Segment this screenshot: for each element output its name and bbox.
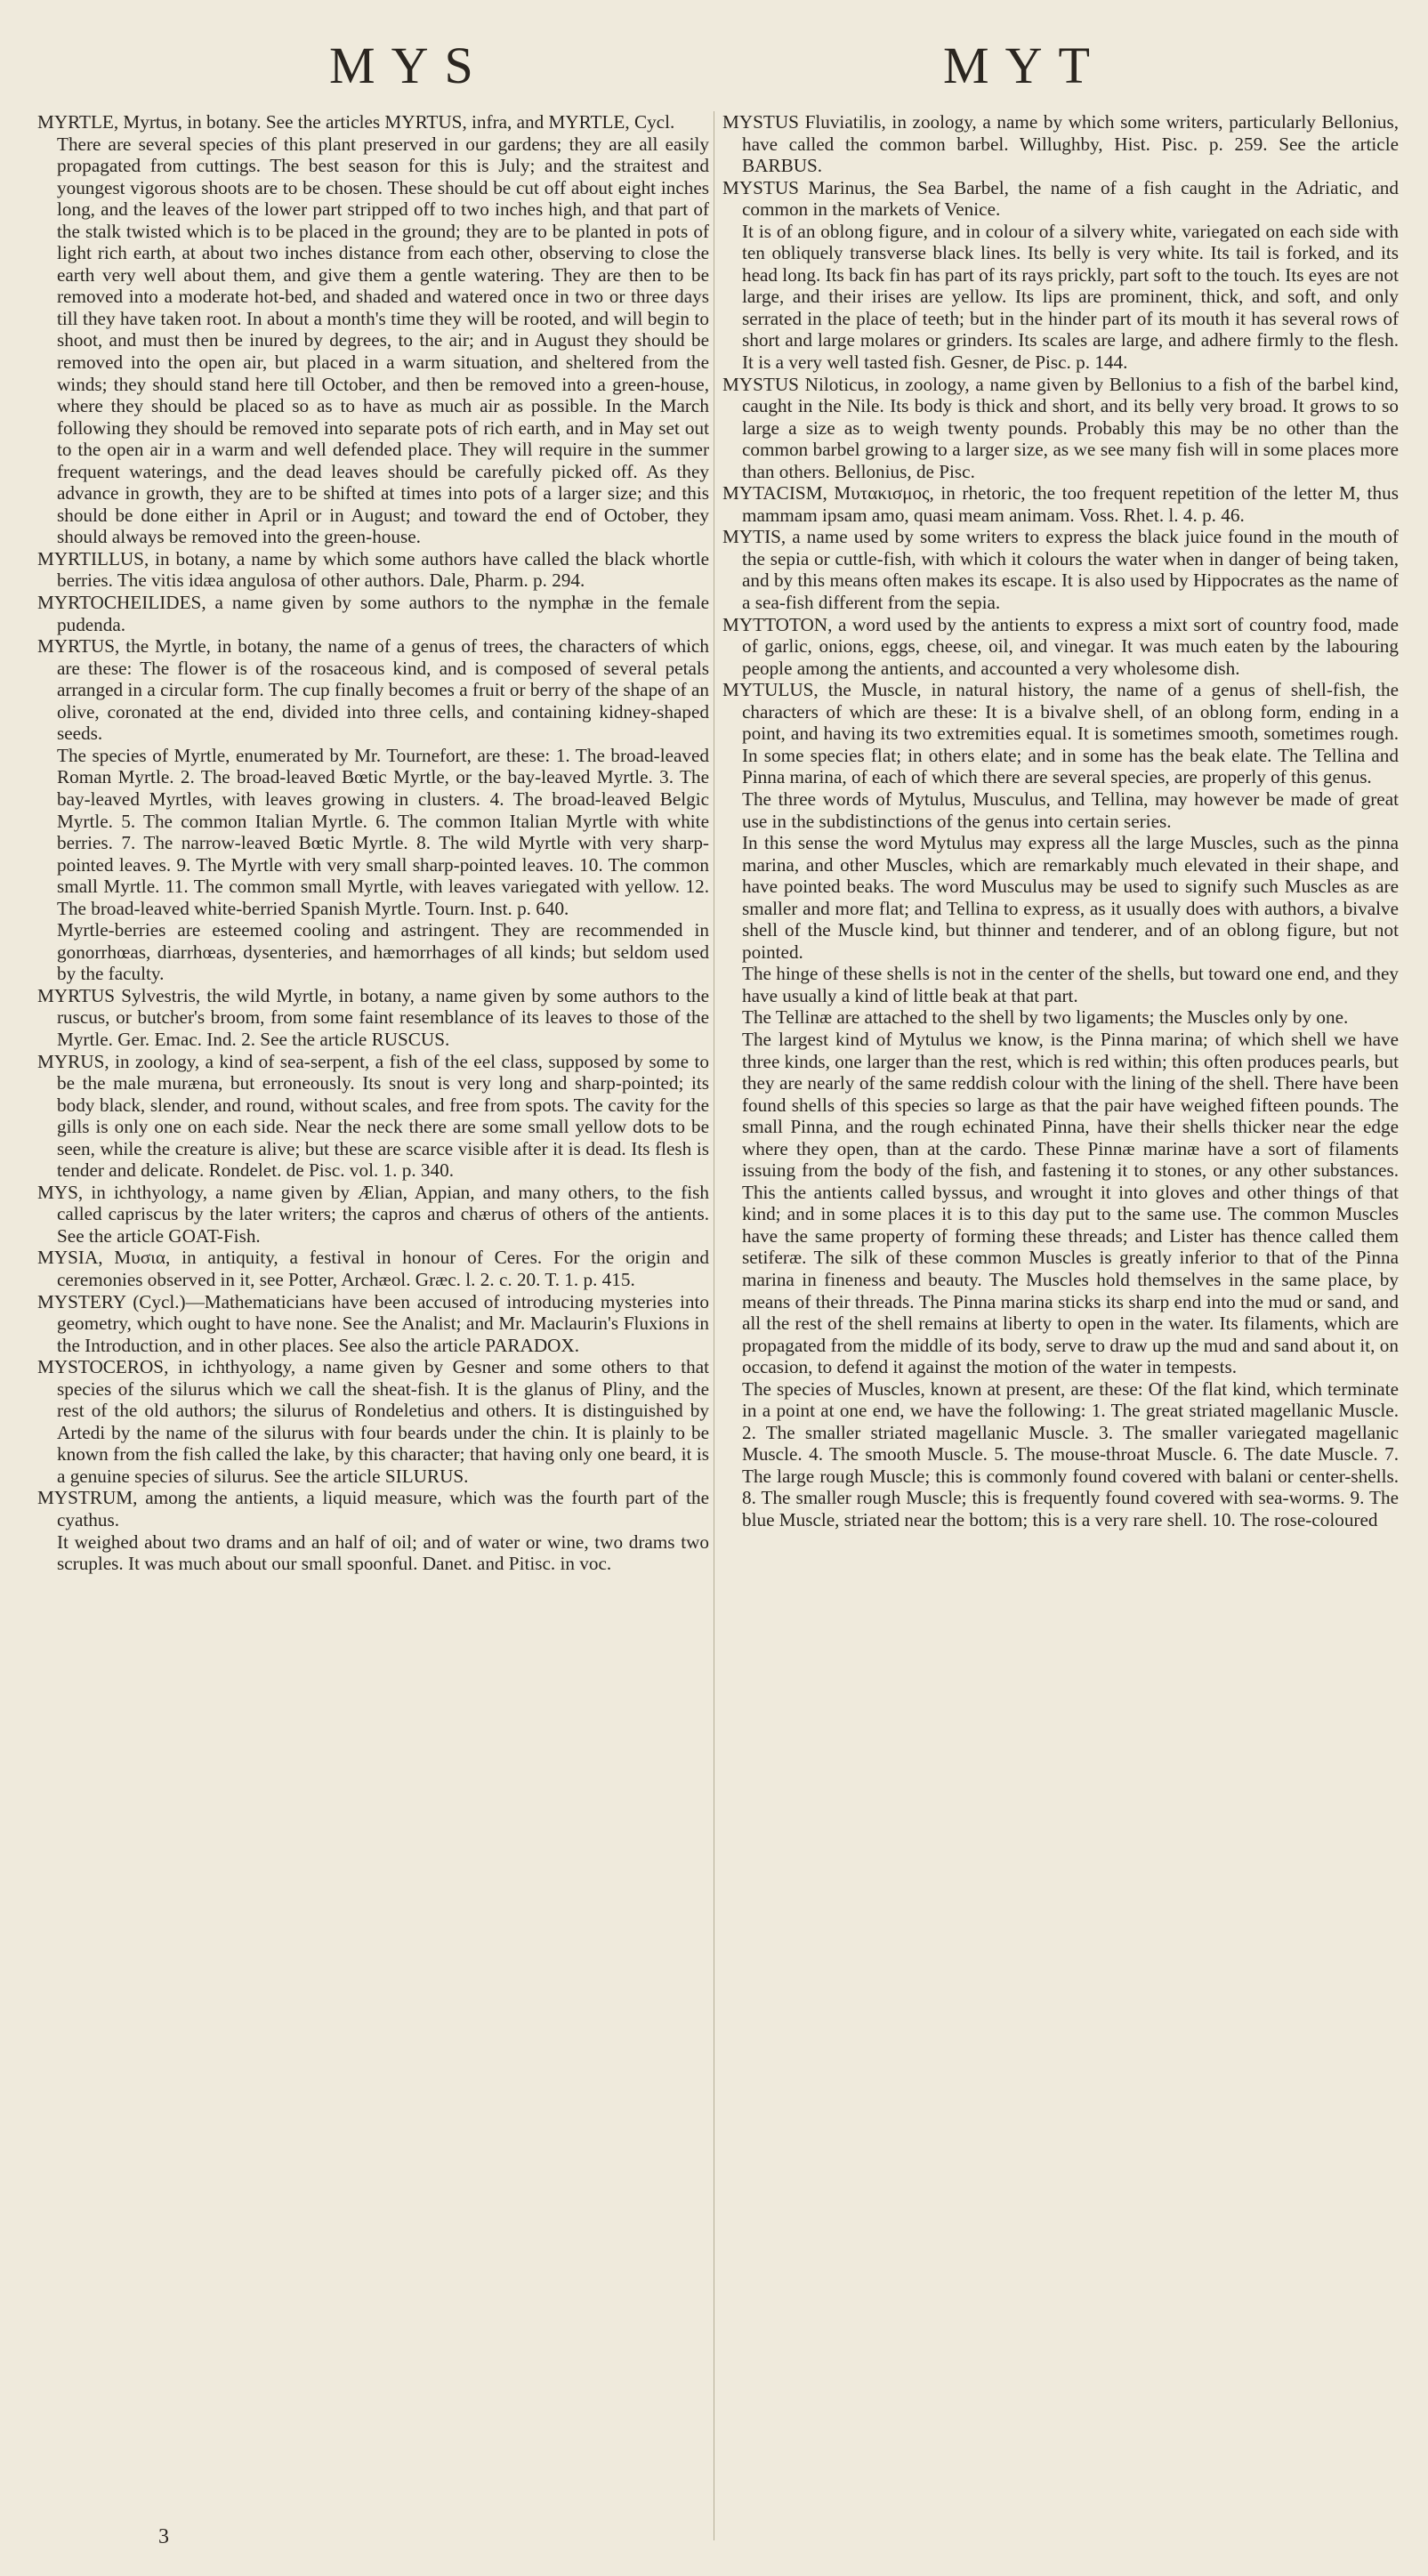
entry-mystrum: MYSTRUM, among the antients, a liquid measure, which was the fourth part of the cyathus. [37,1487,709,1530]
entry-paragraph: There are several species of this plant preserved in our gardens; they are all easily propagated from cuttings. The best season for this is July; and the straitest and youngest vigorous shoots are to be chosen. These should be cut off about eight inches long, and the leaves of the lower part stripped off to two inches high, and that part of the stalk twisted which is to be placed in the ground; they are to be planted in pots of light rich earth, at about two inches distance from each other, observing to close the earth very well about them, and give them a gentle watering. They are then to be removed into a moderate hot-bed, and shaded and watered once in two or three days till they have taken root. In about a month's time they will be rooted, and will begin to shoot, and must then be inured by degrees, to the air; and in August they should be removed into the open air, but placed in a warm situation, and sheltered from the winds; they should stand here till October, and then be removed into a green-house, where they should be placed so as to have as much air as possible. In the March following they should be removed into separate pots of rich earth, and in May set out to the open air in a warm and well defended place. They will require in the summer frequent waterings, and the dead leaves should be carefully picked off. As they advance in growth, they are to be shifted at times into pots of a larger size; and this should be done either in April or in August; and toward the end of October, they should always be removed into the green-house. [57,133,709,548]
entry-myrtus: MYRTUS, the Myrtle, in botany, the name of a genus of trees, the characters of which are these: The flower is of the rosaceous kind, and is composed of several petals arranged in a circular form. The cup finally becomes a fruit or berry of the shape of an olive, coronated at the end, divided into three cells, and containing kidney-shaped seeds. [37,635,709,745]
entry-paragraph: The largest kind of Mytulus we know, is the Pinna marina; of which shell we have three kinds, one larger than the rest, which is red within; this often produces pearls, but they are nearly of the same reddish colour with the lining of the shell. There have been found shells of this species so large as that the pair have weighed fifteen pounds. The small Pinna, and the rough echinated Pinna, have their shells thicker near the edge where they open, than at the cardo. These Pinnæ marinæ have a sort of filaments issuing from the body of the fish, and fastening it to stones, or any other substances. This the antients called byssus, and wrought it into gloves and other things of that kind; and in some places it is to this day put to the same use. The common Muscles have the same property of forming these threads; and Lister has thence called them setiferæ. The silk of these common Muscles is greatly inferior to that of the Pinna marina in fineness and beauty. The Muscles hold themselves in the same place, by means of their threads. The Pinna marina sticks its sharp end into the mud or sand, and all the rest of the shell remains at liberty to open in the water. Its filaments, which are propagated from the middle of its body, serve to draw up the mud and sand about it, on occasion, to defend it against the motion of the water in tempests. [742,1028,1399,1378]
entry-myttoton: MYTTOTON, a word used by the antients to express a mixt sort of country food, made of garlic, onions, eggs, cheese, oil, and vinegar. It was much eaten by the labouring people among the antients, and accounted a very wholesome dish. [722,613,1399,679]
left-column [37,111,709,1575]
running-head-left: MYS [329,36,489,94]
entry-paragraph: The species of Myrtle, enumerated by Mr. Tournefort, are these: 1. The broad-leaved Roman Myrtle. 2. The broad-leaved Bœtic Myrtle, or the bay-leaved Myrtle. 3. The bay-leaved Myrtles, with leaves growing in clusters. 4. The broad-leaved Belgic Myrtle. 5. The common Italian Myrtle. 6. The common Italian Myrtle with white berries. 7. The narrow-leaved Bœtic Myrtle. 8. The wild Myrtle with very sharp-pointed leaves. 9. The Myrtle with very small sharp-pointed leaves. 10. The common small Myrtle. 11. The common small Myrtle, with leaves variegated with yellow. 12. The broad-leaved white-berried Spanish Myrtle. Tourn. Inst. p. 640. [57,744,709,919]
entry-paragraph: The hinge of these shells is not in the center of the shells, but toward one end, and they have usually a kind of little beak at that part. [742,963,1399,1006]
entry-myrtocheilides: MYRTOCHEILIDES, a name given by some authors to the nymphæ in the female pudenda. [37,592,709,635]
entry-myrtus-sylvestris: MYRTUS Sylvestris, the wild Myrtle, in botany, a name given by some authors to the ruscus, or butcher's broom, from some faint resemblance of its leaves to those of the Myrtle. Ger. Emac. Ind. 2. See the article RUSCUS. [37,984,709,1050]
running-head-right: MYT [943,36,1106,94]
entry-mytacism: MYTACISM, Μυτακισμος, in rhetoric, the too frequent repetition of the letter M, thus mammam ipsam amo, quasi meam animam. Voss. Rhet. l. 4. p. 46. [722,482,1399,526]
entry-mystery: MYSTERY (Cycl.)—Mathematicians have been accused of introducing mysteries into geometry, which ought to have none. See the Analist; and Mr. Maclaurin's Fluxions in the Introduction, and in other places. See also the article PARADOX. [37,1290,709,1356]
entry-mystoceros: MYSTOCEROS, in ichthyology, a name given by Gesner and some others to that species of the silurus which we call the sheat-fish. It is the glanus of Pliny, and the rest of the old authors; the silurus of Rondeletius and others. It is distinguished by Artedi by the name of the silurus with four beards under the chin. It is plainly to be known from the fish called the lake, by this character; that having only one beard, it is a genuine species of silurus. See the article SILURUS. [37,1356,709,1487]
entry-mysia: MYSIA, Μυσια, in antiquity, a festival in honour of Ceres. For the origin and ceremonies observed in it, see Potter, Archæol. Græc. l. 2. c. 20. T. 1. p. 415. [37,1247,709,1290]
entry-mytis: MYTIS, a name used by some writers to express the black juice found in the mouth of the sepia or cuttle-fish, with which it colours the water when in danger of being taken, and by this means often makes its escape. It is also used by Hippocrates as the name of a sea-fish different from the sepia. [722,526,1399,614]
entry-paragraph: Myrtle-berries are esteemed cooling and astringent. They are recommended in gonorrhœas, diarrhœas, dysenteries, and hæmorrhages of all kinds; but seldom used by the faculty. [57,919,709,985]
entry-paragraph: The species of Muscles, known at present, are these: Of the flat kind, which terminate in a point at one end, we have the following: 1. The great striated magellanic Muscle. 2. The smaller striated magellanic Muscle. 3. The smaller variegated magellanic Muscle. 4. The smooth Muscle. 5. The mouse-throat Muscle. 6. The date Muscle. 7. The large rough Muscle; this is commonly found covered with balani or center-shells. 8. The smaller rough Muscle; this is frequently found covered with sea-worms. 9. The blue Muscle, striated near the bottom; this is a very rare shell. 10. The rose-coloured [742,1377,1399,1530]
entry-mys: MYS, in ichthyology, a name given by Ælian, Appian, and many others, to the fish called capriscus by the later writers; the capros and chærus of others of the antients. See the article GOAT-Fish. [37,1181,709,1247]
entry-myrtle: MYRTLE, Myrtus, in botany. See the articles MYRTUS, infra, and MYRTLE, Cycl. [37,111,675,133]
entry-myrtillus: MYRTILLUS, in botany, a name by which some authors have called the black whortle berries. The vitis idæa angulosa of other authors. Dale, Pharm. p. 294. [37,547,709,592]
entry-paragraph: The three words of Mytulus, Musculus, and Tellina, may however be made of great use in the subdistinctions of the genus into certain series. [742,787,1399,832]
entry-paragraph: It weighed about two drams and an half of oil; and of water or wine, two drams two scruples. It was much about our small spoonful. Danet. and Pitisc. in voc. [57,1530,709,1575]
entry-myrus: MYRUS, in zoology, a kind of sea-serpent, a fish of the eel class, supposed by some to be the male muræna, but erroneously. Its snout is very long and sharp-pointed; its body black, slender, and round, without scales, and free from spots. The cavity for the gills is only one on each side. Near the neck there are some small yellow dots to be seen, while the creature is alive; but these are scarce visible after it is dead. Its flesh is tender and delicate. Rondelet. de Pisc. vol. 1. p. 340. [37,1050,709,1182]
entry-mytulus: MYTULUS, the Muscle, in natural history, the name of a genus of shell-fish, the characters of which are these: It is a bivalve shell, of an oblong form, ending in a point, and having its two extremities equal. It is sometimes smooth, sometimes rough. In some species flat; in others elate; and in some has the beak elate. The Tellina and Pinna marina, of each of which there are several species, are properly of this genus. [722,679,1399,788]
entry-paragraph: In this sense the word Mytulus may express all the large Muscles, such as the pinna marina, and other Muscles, which are remarkably much elevated in their shape, and have pointed beaks. The word Musculus may be used to signify such Muscles as are smaller and more flat; and Tellina to express, as it usually does with authors, a bivalve shell of the Muscle kind, but thinner and tenderer, and of an oblong figure, but not pointed. [742,832,1399,963]
entry-mystus-fluviatilis: MYSTUS Fluviatilis, in zoology, a name by which some writers, particularly Bellonius, have called the common barbel. Willughby, Hist. Pisc. p. 259. See the article BARBUS. [722,111,1399,177]
entry-mystus-marinus: MYSTUS Marinus, the Sea Barbel, the name of a fish caught in the Adriatic, and common in the markets of Venice. [722,176,1399,221]
entry-paragraph: It is of an oblong figure, and in colour of a silvery white, variegated on each side with ten obliquely transverse black lines. Its belly is very white. Its tail is forked, and its head long. Its back fin has part of its rays prickly, part soft to the touch. Its eyes are not large, and their irises are yellow. Its lips are prominent, thick, and soft, and only serrated in the place of teeth; but in the hinder part of its mouth it has several rows of short and large molares or grinders. Its scales are large, and adhere firmly to the flesh. It is a very well tasted fish. Gesner, de Pisc. p. 144. [742,220,1399,374]
right-column [722,111,1399,1531]
page-number: 3 [158,2525,169,2548]
entry-mystus-niloticus: MYSTUS Niloticus, in zoology, a name given by Bellonius to a fish of the barbel kind, caught in the Nile. Its body is thick and short, and its belly very broad. It grows to so large a size as to weigh twenty pounds. Probably this may be no other than the common barbel growing to a larger size, as we see many fish will in some places more than others. Bellonius, de Pisc. [722,373,1399,482]
entry-paragraph: The Tellinæ are attached to the shell by two ligaments; the Muscles only by one. [742,1006,1349,1029]
